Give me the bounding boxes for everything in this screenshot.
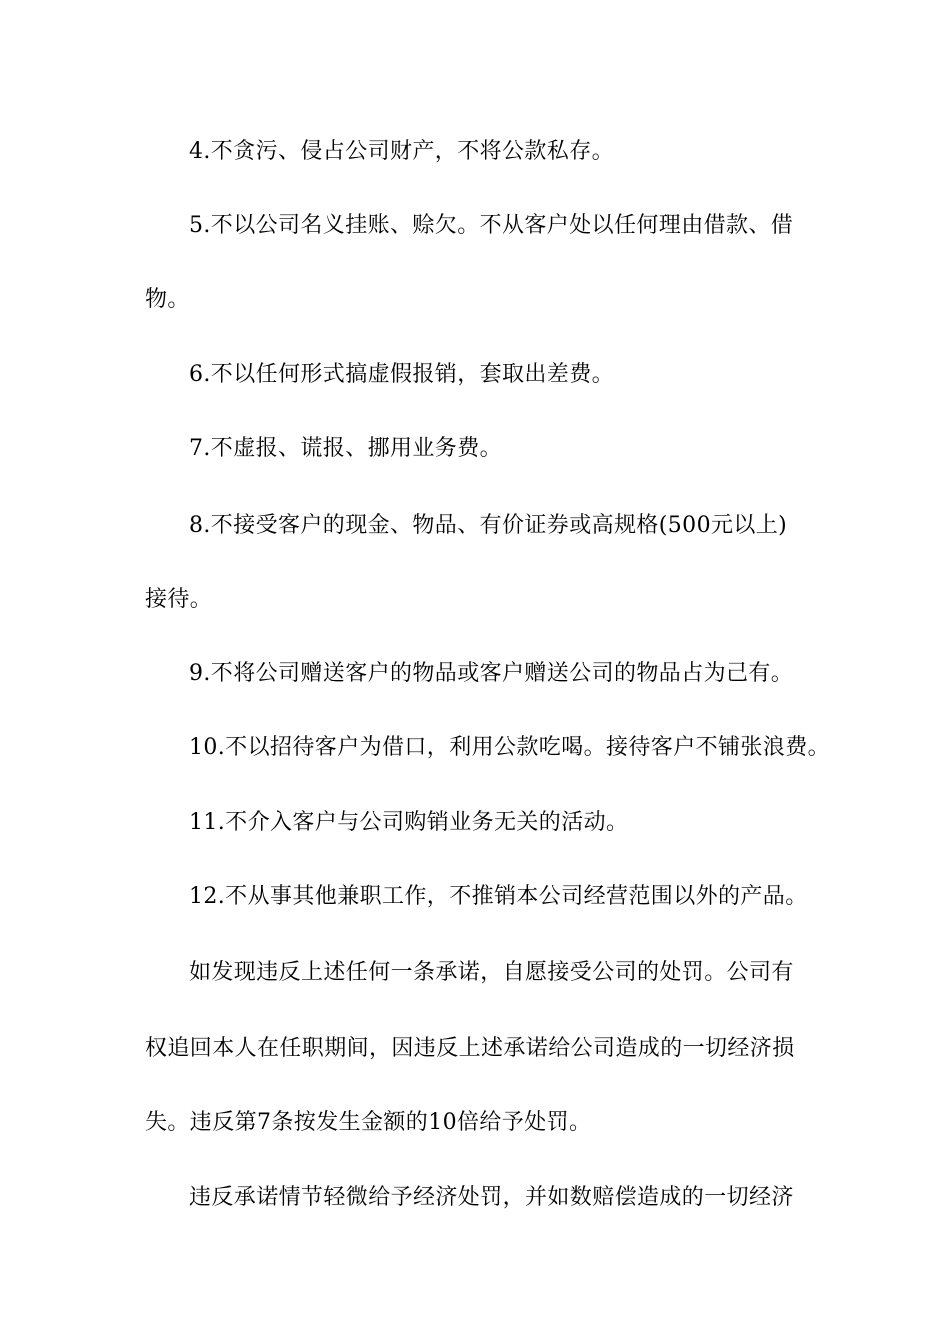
text-line-item-5-cont: 物。 xyxy=(145,287,190,312)
text-line-penalty-2: 权追回本人在任职期间，因违反上述承诺给公司造成的一切经济损 xyxy=(145,1036,795,1061)
text-line-item-8-cont: 接待。 xyxy=(145,587,213,612)
text-line-penalty-1: 如发现违反上述任何一条承诺，自愿接受公司的处罚。公司有 xyxy=(189,960,794,985)
text-line-item-4: 4.不贪污、侵占公司财产，不将公款私存。 xyxy=(189,139,614,164)
text-line-minor-violation: 违反承诺情节轻微给予经济处罚，并如数赔偿造成的一切经济 xyxy=(189,1185,794,1210)
text-line-item-12: 12.不从事其他兼职工作，不推销本公司经营范围以外的产品。 xyxy=(189,884,808,909)
text-line-item-11: 11.不介入客户与公司购销业务无关的活动。 xyxy=(189,810,629,835)
text-line-penalty-3: 失。违反第7条按发生金额的10倍给予处罚。 xyxy=(145,1110,592,1135)
text-line-item-10: 10.不以招待客户为借口，利用公款吃喝。接待客户不铺张浪费。 xyxy=(189,735,830,760)
text-line-item-6: 6.不以任何形式搞虚假报销，套取出差费。 xyxy=(189,362,614,387)
text-line-item-9: 9.不将公司赠送客户的物品或客户赠送公司的物品占为己有。 xyxy=(189,661,794,686)
text-line-item-7: 7.不虚报、谎报、挪用业务费。 xyxy=(189,436,502,461)
text-line-item-5: 5.不以公司名义挂账、赊欠。不从客户处以任何理由借款、借 xyxy=(189,213,794,238)
text-line-item-8: 8.不接受客户的现金、物品、有价证券或高规格(500元以上) xyxy=(189,513,788,538)
